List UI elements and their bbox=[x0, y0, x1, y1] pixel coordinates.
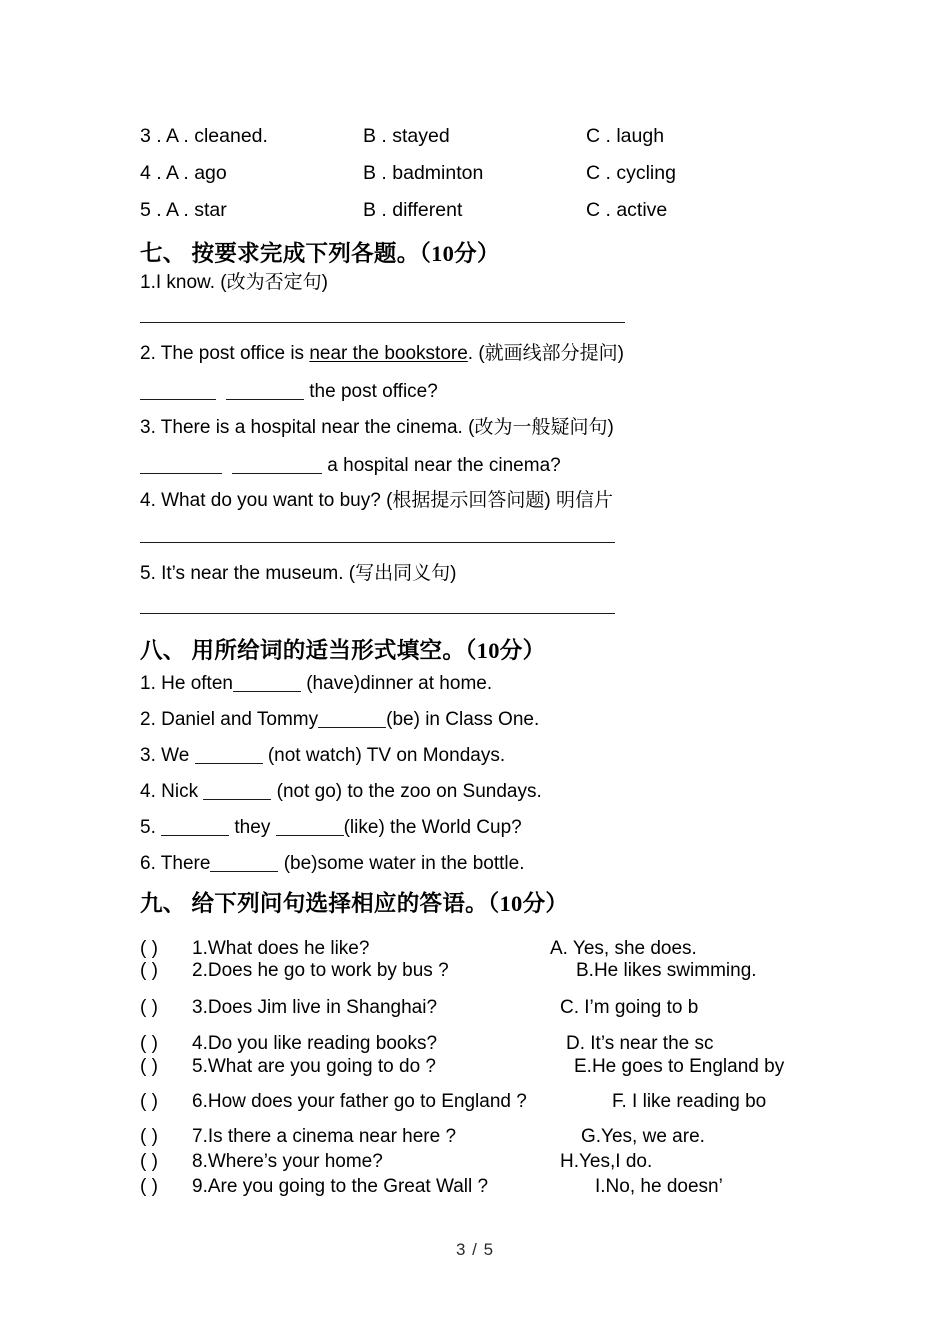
fill-blank-8-5-before: 5. bbox=[140, 817, 162, 838]
match-question: 3.Does Jim live in Shanghai? bbox=[192, 997, 438, 1018]
multiple-choice-list bbox=[140, 118, 840, 229]
blank-field[interactable] bbox=[140, 381, 216, 400]
answer-bracket[interactable]: ( ) bbox=[140, 1176, 158, 1197]
answer-bracket[interactable]: ( ) bbox=[140, 938, 158, 959]
match-answer: H.Yes,I do. bbox=[560, 1151, 653, 1172]
fill-blank-8-2 bbox=[140, 709, 539, 731]
choice-c: C . cycling bbox=[586, 162, 676, 184]
blank-field[interactable] bbox=[140, 455, 222, 474]
match-row bbox=[140, 960, 900, 982]
match-row bbox=[140, 1091, 900, 1113]
fill-blank-8-6 bbox=[140, 853, 525, 875]
choice-a: 4 . A . ago bbox=[140, 162, 227, 184]
question-7-4: 4. What do you want to buy? (根据提示回答问题) 明信片 bbox=[140, 490, 614, 511]
fill-blank-8-1-before: 1. He often bbox=[140, 673, 233, 694]
fill-blank-8-6-after: (be)some water in the bottle. bbox=[278, 853, 525, 874]
answer-rule-7-5[interactable] bbox=[140, 613, 615, 614]
question-7-2-underlined: near the bookstore bbox=[309, 343, 468, 364]
choice-c: C . active bbox=[586, 199, 668, 221]
answer-bracket[interactable]: ( ) bbox=[140, 1151, 158, 1172]
answer-bracket[interactable]: ( ) bbox=[140, 960, 158, 981]
question-7-3: 3. There is a hospital near the cinema. (改为一般疑问句) bbox=[140, 417, 614, 438]
match-row bbox=[140, 938, 900, 960]
match-question: 5.What are you going to do ? bbox=[192, 1056, 436, 1077]
blank-field[interactable] bbox=[232, 455, 322, 474]
choice-b: B . different bbox=[363, 199, 463, 221]
fill-blank-8-6-before: 6. There bbox=[140, 853, 211, 874]
answer-bracket[interactable]: ( ) bbox=[140, 997, 158, 1018]
match-question: 6.How does your father go to England ? bbox=[192, 1091, 527, 1112]
choice-c: C . laugh bbox=[586, 125, 665, 147]
answer-7-3 bbox=[140, 455, 561, 477]
choice-a: 3 . A . cleaned. bbox=[140, 125, 268, 147]
fill-blank-8-5-middle: they bbox=[229, 817, 276, 838]
section-heading-eight: 八、 用所给词的适当形式填空。（10分） bbox=[140, 638, 546, 663]
fill-blank-8-4 bbox=[140, 781, 542, 803]
match-row bbox=[140, 1176, 900, 1198]
fill-blank-8-4-before: 4. Nick bbox=[140, 781, 204, 802]
multiple-choice-row bbox=[140, 155, 840, 192]
answer-rule-7-1[interactable] bbox=[140, 322, 625, 323]
match-row bbox=[140, 1126, 900, 1148]
fill-blank-8-4-after: (not go) to the zoo on Sundays. bbox=[271, 781, 542, 802]
blank-field[interactable] bbox=[233, 673, 301, 692]
match-row bbox=[140, 1033, 900, 1055]
answer-bracket[interactable]: ( ) bbox=[140, 1126, 158, 1147]
blank-field[interactable] bbox=[203, 781, 271, 800]
match-row bbox=[140, 997, 900, 1019]
match-answer: F. I like reading bo bbox=[612, 1091, 767, 1112]
question-7-1: 1.I know. (改为否定句) bbox=[140, 272, 328, 293]
answer-bracket[interactable]: ( ) bbox=[140, 1091, 158, 1112]
answer-7-3-text: a hospital near the cinema? bbox=[322, 455, 561, 476]
question-7-2-text-before: 2. The post office is bbox=[140, 343, 310, 364]
answer-7-2 bbox=[140, 381, 438, 403]
blank-field[interactable] bbox=[226, 381, 304, 400]
choice-b: B . stayed bbox=[363, 125, 450, 147]
fill-blank-8-3-after: (not watch) TV on Mondays. bbox=[262, 745, 506, 766]
fill-blank-8-5 bbox=[140, 817, 522, 839]
page-number: 3 / 5 bbox=[455, 1240, 495, 1259]
fill-blank-8-1 bbox=[140, 673, 492, 695]
multiple-choice-row bbox=[140, 192, 840, 229]
match-question: 8.Where’s your home? bbox=[192, 1151, 383, 1172]
fill-blank-8-3 bbox=[140, 745, 505, 767]
question-7-2-text-after: . (就画线部分提问) bbox=[467, 343, 625, 364]
match-answer: G.Yes, we are. bbox=[581, 1126, 705, 1147]
choice-b: B . badminton bbox=[363, 162, 484, 184]
section-heading-seven: 七、 按要求完成下列各题。（10分） bbox=[140, 241, 500, 266]
match-answer: B.He likes swimming. bbox=[576, 960, 757, 981]
fill-blank-8-5-after: (like) the World Cup? bbox=[343, 817, 522, 838]
match-answer: D. It’s near the sc bbox=[566, 1033, 714, 1054]
answer-bracket[interactable]: ( ) bbox=[140, 1056, 158, 1077]
match-answer: E.He goes to England by bbox=[574, 1056, 785, 1077]
match-answer: C. I’m going to b bbox=[560, 997, 699, 1018]
match-question: 7.Is there a cinema near here ? bbox=[192, 1126, 457, 1147]
answer-7-2-text: the post office? bbox=[304, 381, 438, 402]
match-question: 1.What does he like? bbox=[192, 938, 370, 959]
blank-field[interactable] bbox=[161, 817, 229, 836]
blank-field[interactable] bbox=[210, 853, 278, 872]
match-row bbox=[140, 1151, 900, 1173]
blank-field[interactable] bbox=[318, 709, 386, 728]
match-question: 4.Do you like reading books? bbox=[192, 1033, 438, 1054]
fill-blank-8-1-after: (have)dinner at home. bbox=[300, 673, 493, 694]
question-7-5: 5. It’s near the museum. (写出同义句) bbox=[140, 563, 457, 584]
fill-blank-8-2-before: 2. Daniel and Tommy bbox=[140, 709, 319, 730]
section-heading-nine: 九、 给下列问句选择相应的答语。（10分） bbox=[140, 891, 569, 916]
question-7-2 bbox=[140, 343, 624, 365]
answer-rule-7-4[interactable] bbox=[140, 542, 615, 543]
choice-a: 5 . A . star bbox=[140, 199, 227, 221]
answer-bracket[interactable]: ( ) bbox=[140, 1033, 158, 1054]
multiple-choice-row bbox=[140, 118, 840, 155]
match-question: 9.Are you going to the Great Wall ? bbox=[192, 1176, 489, 1197]
match-row bbox=[140, 1056, 900, 1078]
fill-blank-8-3-before: 3. We bbox=[140, 745, 195, 766]
match-question: 2.Does he go to work by bus ? bbox=[192, 960, 449, 981]
blank-field[interactable] bbox=[276, 817, 344, 836]
fill-blank-8-2-after: (be) in Class One. bbox=[386, 709, 540, 730]
match-answer: I.No, he doesn’ bbox=[595, 1176, 723, 1197]
match-answer: A. Yes, she does. bbox=[550, 938, 697, 959]
blank-field[interactable] bbox=[195, 745, 263, 764]
